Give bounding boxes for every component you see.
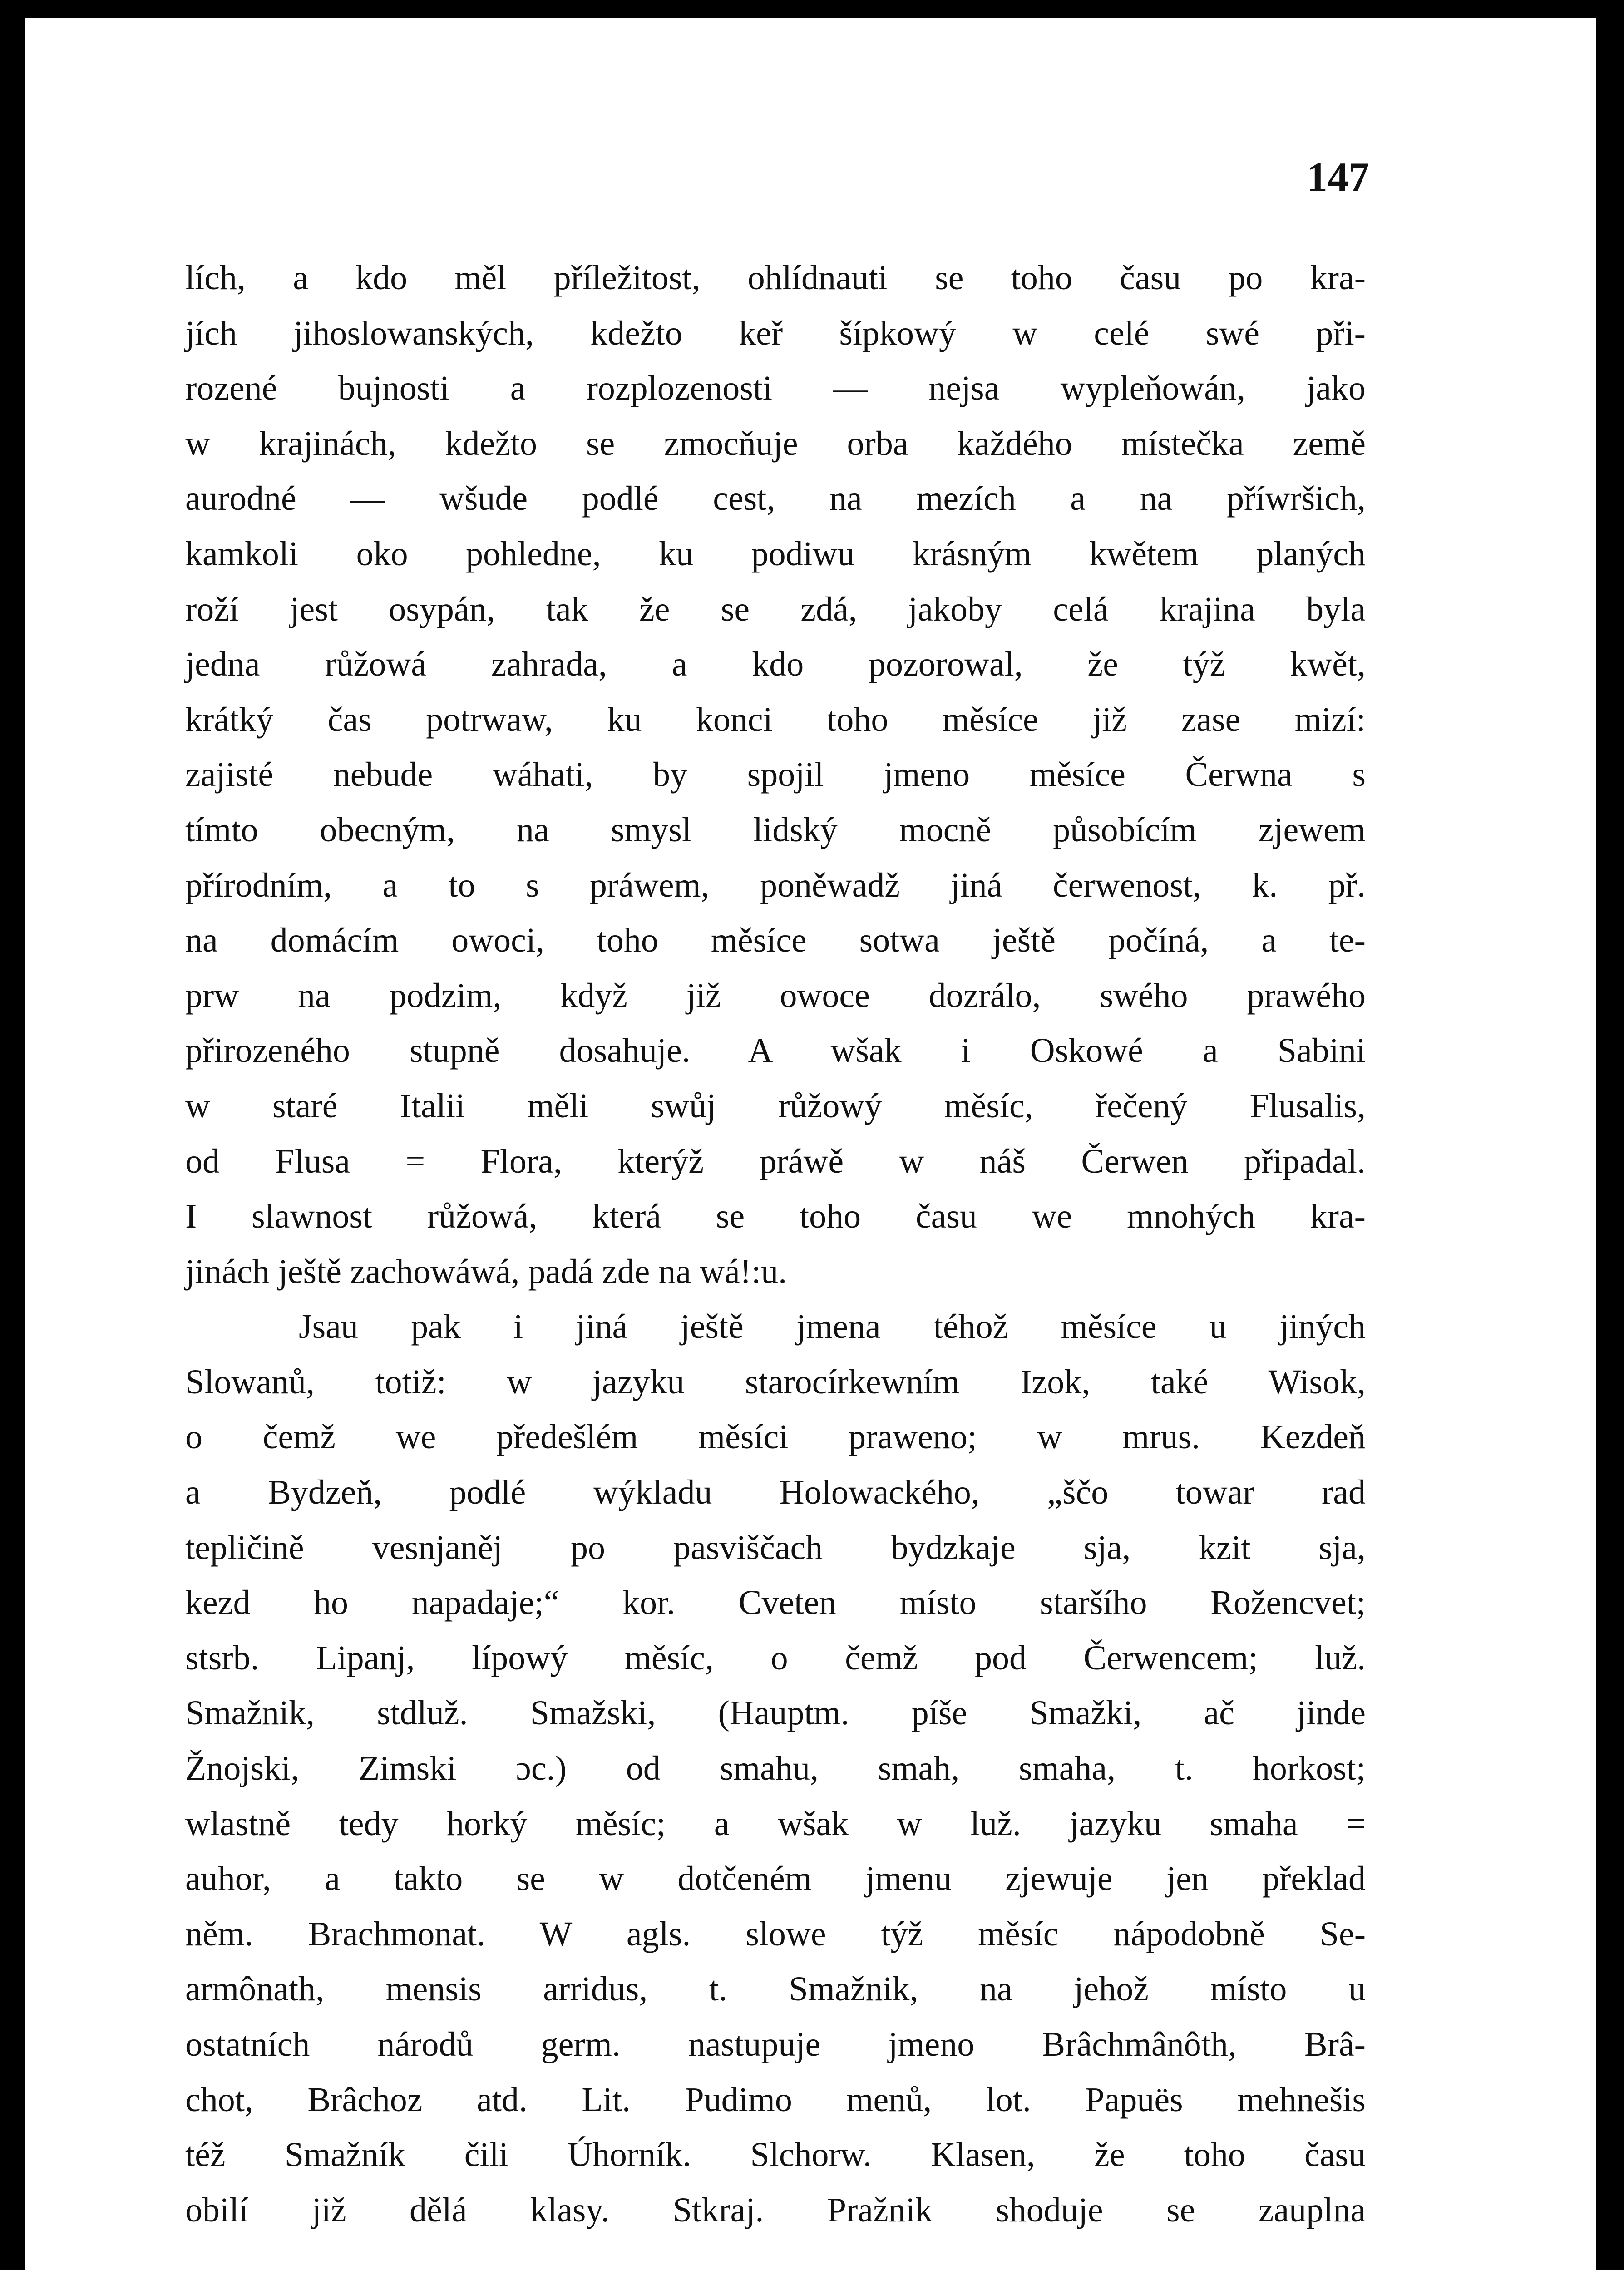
text-line: stsrb. Lipanj, lípowý měsíc, o čemž pod Čerwencem; luž. bbox=[185, 1638, 1366, 1677]
text-line: auhor, a takto se w dotčeném jmenu zjewuje jen překlad bbox=[185, 1860, 1366, 1898]
text-line: chot, Brâchoz atd. Lit. Pudimo menů, lot. Papuës mehnešis bbox=[185, 2080, 1366, 2119]
page-number: 147 bbox=[1307, 154, 1369, 200]
text-line: přirozeného stupně dosahuje. A wšak i Oskowé a Sabini bbox=[185, 1031, 1366, 1070]
text-line: zajisté nebude wáhati, by spojil jmeno měsíce Čerwna s bbox=[185, 755, 1366, 794]
text-line: roží jest osypán, tak že se zdá, jakoby celá krajina byla bbox=[185, 590, 1366, 628]
book-page bbox=[25, 18, 1596, 2270]
text-line: Slowanů, totiž: w jazyku starocírkewním Izok, také Wisok, bbox=[185, 1362, 1366, 1401]
text-line: kamkoli oko pohledne, ku podiwu krásným kwětem planých bbox=[185, 534, 1366, 573]
text-line: přírodním, a to s práwem, poněwadž jiná čerwenost, k. př. bbox=[185, 866, 1366, 904]
text-line: též Smažník čili Úhorník. Slchorw. Klasen, že toho času bbox=[185, 2136, 1366, 2174]
text-line: kezd ho napadaje;“ kor. Cveten místo staršího Rožencvet; bbox=[185, 1584, 1366, 1622]
paragraph-end-line: jinách ještě zachowáwá, padá zde na wá!:u. bbox=[185, 1252, 787, 1291]
text-line: prw na podzim, když již owoce dozrálo, swého prawého bbox=[185, 976, 1366, 1015]
text-line: obilí již dělá klasy. Stkraj. Pražnik shoduje se zauplna bbox=[185, 2191, 1366, 2229]
text-line: na domácím owoci, toho měsíce sotwa ještě počíná, a te- bbox=[185, 921, 1366, 960]
text-line: wlastně tedy horký měsíc; a wšak w luž. jazyku smaha = bbox=[185, 1804, 1366, 1843]
text-line: jích jihoslowanských, kdežto keř šípkowý w celé swé při- bbox=[185, 314, 1366, 352]
text-line: něm. Brachmonat. W agls. slowe týž měsíc nápodobně Se- bbox=[185, 1915, 1366, 1953]
text-line: armônath, mensis arridus, t. Smažnik, na jehož místo u bbox=[185, 1970, 1366, 2008]
text-line: krátký čas potrwaw, ku konci toho měsíce již zase mizí: bbox=[185, 700, 1366, 739]
text-line: rozené bujnosti a rozplozenosti — nejsa wypleňowán, jako bbox=[185, 369, 1366, 408]
text-line: lích, a kdo měl příležitost, ohlídnauti se toho času po kra- bbox=[185, 259, 1366, 297]
text-line: od Flusa = Flora, kterýž práwě w náš Čerwen připadal. bbox=[185, 1142, 1366, 1180]
paragraph-start-line: Jsau pak i jiná ještě jmena téhož měsíce u jiných bbox=[299, 1308, 1366, 1346]
text-line: aurodné — wšude podlé cest, na mezích a na příwršich, bbox=[185, 479, 1366, 518]
text-line: a Bydzeň, podlé wýkladu Holowackého, „ščo towar rad bbox=[185, 1473, 1366, 1512]
text-line: w krajinách, kdežto se zmocňuje orba každého místečka země bbox=[185, 424, 1366, 463]
text-line: I slawnost růžowá, která se toho času we mnohých kra- bbox=[185, 1197, 1366, 1236]
text-line: tepličině vesnjaněj po pasviščach bydzkaje sja, kzit sja, bbox=[185, 1528, 1366, 1567]
text-line: tímto obecným, na smysl lidský mocně působícím zjewem bbox=[185, 810, 1366, 849]
text-line: Žnojski, Zimski ɔc.) od smahu, smah, smaha, t. horkost; bbox=[185, 1749, 1366, 1788]
text-line: w staré Italii měli swůj růžowý měsíc, řečený Flusalis, bbox=[185, 1086, 1366, 1125]
text-line: jedna růžowá zahrada, a kdo pozorowal, že týž kwět, bbox=[185, 645, 1366, 684]
text-line: o čemž we předešlém měsíci praweno; w mrus. Kezdeň bbox=[185, 1418, 1366, 1456]
text-line: Smažnik, stdluž. Smažski, (Hauptm. píše Smažki, ač jinde bbox=[185, 1694, 1366, 1732]
text-line: ostatních národů germ. nastupuje jmeno Brâchmânôth, Brâ- bbox=[185, 2025, 1366, 2063]
body-text bbox=[185, 251, 1366, 2238]
